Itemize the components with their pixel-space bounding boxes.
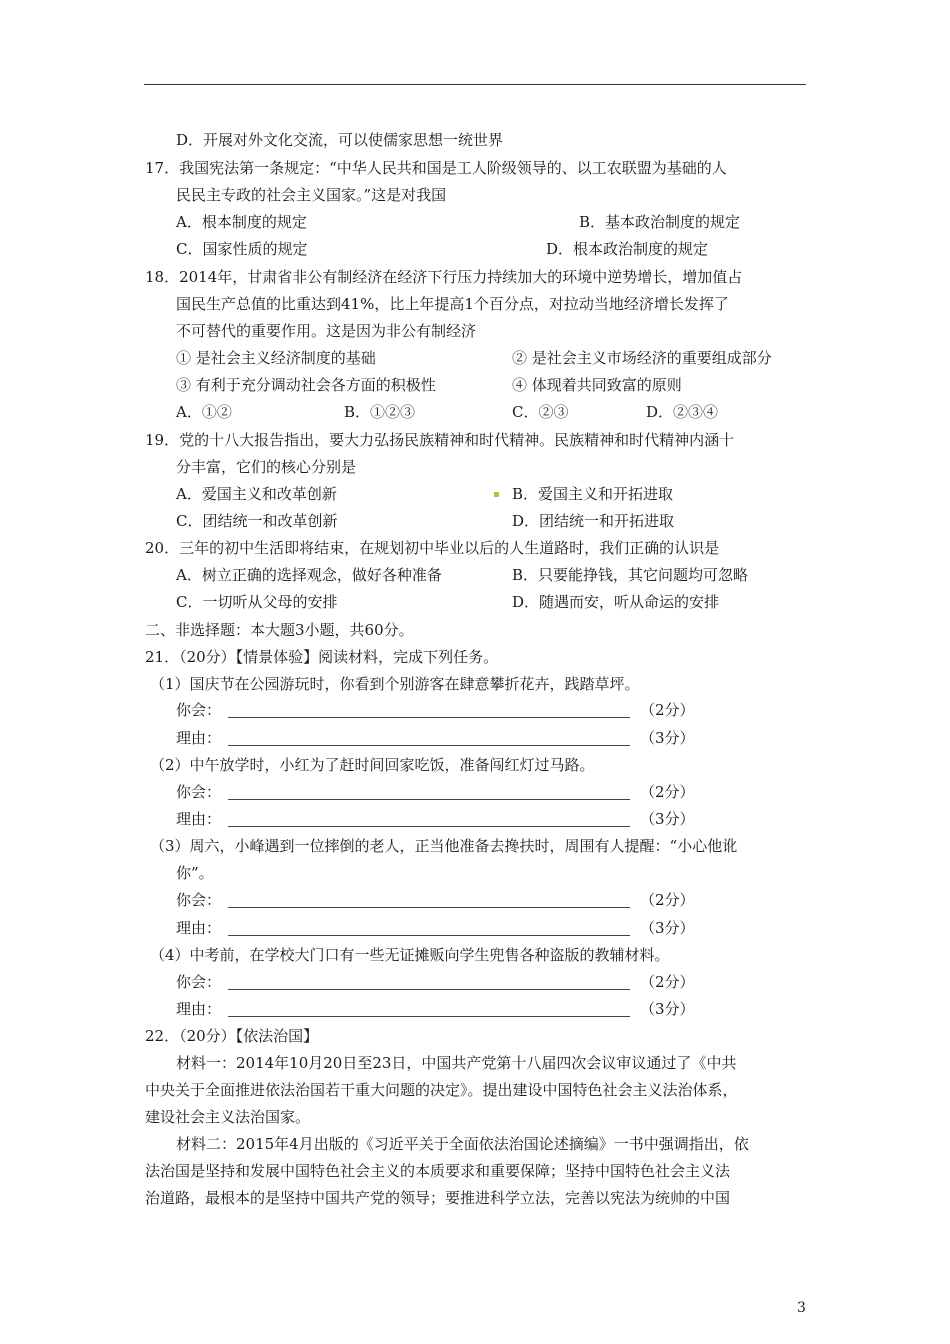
- q21-part3-reason-label: 理由：: [176, 919, 222, 937]
- q17-option-d: D．根本政治制度的规定: [546, 240, 709, 258]
- q20-option-b: B．只要能挣钱，其它问题均可忽略: [512, 566, 749, 584]
- q21-part2-answer-score: （2分）: [640, 783, 695, 801]
- q17-option-b: B．基本政治制度的规定: [579, 213, 741, 231]
- q21-part4: （4）中考前，在学校大门口有一些无证摊贩向学生兜售各种盗版的教辅材料。: [150, 946, 670, 964]
- section-heading: 二、非选择题：本大题3小题，共60分。: [145, 621, 414, 639]
- q21-part2-reason-label: 理由：: [176, 810, 222, 828]
- q21-stem: 21．（20分）【情景体验】阅读材料，完成下列任务。: [145, 648, 499, 666]
- q19-stem-line1: 19．党的十八大报告指出，要大力弘扬民族精神和时代精神。民族精神和时代精神内涵十: [145, 431, 735, 449]
- q18-stem-line3: 不可替代的重要作用。这是因为非公有制经济: [176, 322, 477, 340]
- q21-part3-line1: （3）周六，小峰遇到一位摔倒的老人，正当他准备去搀扶时，周围有人提醒：“小心他讹: [150, 837, 738, 855]
- q17-stem-line2: 民民主专政的社会主义国家。”这是对我国: [176, 186, 447, 204]
- q18-statement-3: ③ 有利于充分调动社会各方面的积极性: [176, 376, 436, 394]
- q18-statement-2: ② 是社会主义市场经济的重要组成部分: [512, 349, 772, 367]
- q18-option-b: B．①②③: [344, 403, 416, 421]
- q21-part1-reason-label: 理由：: [176, 729, 222, 747]
- q21-part4-reason-blank[interactable]: [228, 1016, 630, 1017]
- q19-stem-line2: 分丰富，它们的核心分别是: [176, 458, 357, 476]
- q21-part3-reason-score: （3分）: [640, 919, 695, 937]
- q18-option-a: A．①②: [176, 403, 232, 421]
- q20-option-d: D．随遇而安，听从命运的安排: [512, 593, 720, 611]
- q21-part1-answer-label: 你会：: [176, 701, 222, 719]
- q21-part3-answer-score: （2分）: [640, 891, 695, 909]
- q21-part2-answer-label: 你会：: [176, 783, 222, 801]
- q21-part1-reason-blank[interactable]: [228, 745, 630, 746]
- q19-option-c: C．团结统一和改革创新: [176, 512, 338, 530]
- q21-part4-answer-blank[interactable]: [228, 989, 630, 990]
- q21-part4-answer-score: （2分）: [640, 973, 695, 991]
- q19-option-b: B．爱国主义和开拓进取: [512, 485, 674, 503]
- q17-option-a: A．根本制度的规定: [176, 213, 307, 231]
- q17-option-c: C．国家性质的规定: [176, 240, 308, 258]
- q21-part4-reason-score: （3分）: [640, 1000, 695, 1018]
- q21-part2-reason-score: （3分）: [640, 810, 695, 828]
- q21-part2-reason-blank[interactable]: [228, 826, 630, 827]
- q21-part2-answer-blank[interactable]: [228, 799, 630, 800]
- q19-option-d: D．团结统一和开拓进取: [512, 512, 675, 530]
- q18-option-c: C．②③: [512, 403, 569, 421]
- q21-part3-answer-blank[interactable]: [228, 907, 630, 908]
- q21-part4-reason-label: 理由：: [176, 1000, 222, 1018]
- q17-stem-line1: 17．我国宪法第一条规定：“中华人民共和国是工人阶级领导的、以工农联盟为基础的人: [145, 159, 727, 177]
- stray-mark: [494, 492, 499, 497]
- q21-part1-reason-score: （3分）: [640, 729, 695, 747]
- q18-option-d: D．②③④: [646, 403, 719, 421]
- q21-part4-answer-label: 你会：: [176, 973, 222, 991]
- q22-stem: 22．（20分）【依法治国】: [145, 1027, 319, 1045]
- q18-stem-line1: 18．2014年，甘肃省非公有制经济在经济下行压力持续加大的环境中逆势增长，增加值占: [145, 268, 743, 286]
- q21-part1-answer-blank[interactable]: [228, 717, 630, 718]
- header-rule: [144, 84, 806, 85]
- q21-part3-line2: 你”。: [176, 864, 214, 882]
- q22-material1-line2: 中央关于全面推进依法治国若干重大问题的决定》。提出建设中国特色社会主义法治体系，: [145, 1081, 738, 1099]
- q19-option-a: A．爱国主义和改革创新: [176, 485, 337, 503]
- q22-material2-line2: 法治国是坚持和发展中国特色社会主义的本质要求和重要保障；坚持中国特色社会主义法: [145, 1162, 731, 1180]
- q20-option-c: C．一切听从父母的安排: [176, 593, 338, 611]
- q21-part2: （2）中午放学时，小红为了赶时间回家吃饭，准备闯红灯过马路。: [150, 756, 595, 774]
- q16-option-d: D．开展对外文化交流，可以使儒家思想一统世界: [176, 131, 504, 149]
- q18-statement-4: ④ 体现着共同致富的原则: [512, 376, 682, 394]
- q21-part1-answer-score: （2分）: [640, 701, 695, 719]
- q20-stem: 20．三年的初中生活即将结束，在规划初中毕业以后的人生道路时，我们正确的认识是: [145, 539, 720, 557]
- q18-stem-line2: 国民生产总值的比重达到41%，比上年提高1个百分点，对拉动当地经济增长发挥了: [176, 295, 729, 313]
- q22-material2-line1: 材料二：2015年4月出版的《习近平关于全面依法治国论述摘编》一书中强调指出，依: [176, 1135, 749, 1153]
- q22-material1-line1: 材料一：2014年10月20日至23日，中国共产党第十八届四次会议审议通过了《中共: [176, 1054, 737, 1072]
- q22-material1-line3: 建设社会主义法治国家。: [145, 1108, 311, 1126]
- q18-statement-1: ① 是社会主义经济制度的基础: [176, 349, 376, 367]
- q22-material2-line3: 治道路，最根本的是坚持中国共产党的领导；要推进科学立法，完善以宪法为统帅的中国: [145, 1189, 731, 1207]
- q21-part3-reason-blank[interactable]: [228, 935, 630, 936]
- page-number: 3: [797, 1300, 806, 1316]
- q21-part3-answer-label: 你会：: [176, 891, 222, 909]
- q20-option-a: A．树立正确的选择观念，做好各种准备: [176, 566, 442, 584]
- q21-part1: （1）国庆节在公园游玩时，你看到个别游客在肆意攀折花卉，践踏草坪。: [150, 675, 640, 693]
